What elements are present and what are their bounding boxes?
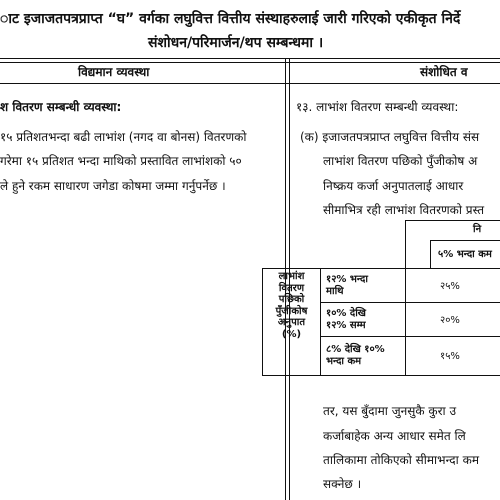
inner-table-sub-divider	[430, 240, 431, 268]
table-row-3-value: १५%	[440, 351, 460, 362]
table-row-2-condition	[326, 308, 366, 331]
header-amended-provision: संशोधित व	[420, 65, 468, 79]
inner-table-subheader-border	[430, 240, 500, 241]
table-top-border	[0, 58, 500, 59]
right-footer-line2: कर्जाबाहेक अन्य आधार समेत लि	[323, 429, 466, 443]
inner-table-col1-divider	[320, 268, 321, 375]
right-footer-line1: तर, यस बुँदामा जुनसुकै कुरा उ	[323, 404, 457, 418]
header-existing-provision: विद्यमान व्यवस्था	[78, 65, 150, 79]
row-label-line: पछिको	[278, 294, 305, 305]
condition-line: भन्दा कम	[326, 355, 362, 367]
table-row-1-value: २५%	[440, 281, 460, 292]
right-item-a-line3: निष्क्रय कर्जा अनुपातलाई आधार	[323, 179, 464, 193]
row-label-line: अनुपात	[277, 317, 306, 328]
inner-table-col2-divider	[405, 268, 406, 375]
inner-table-bottom-border	[262, 375, 500, 376]
left-line-1: १५ प्रतिशतभन्दा बढी लाभांश (नगद वा बोनस) वितरणको	[0, 130, 247, 144]
row-label-line: लाभांश	[278, 271, 305, 282]
inner-table-header-bottom	[262, 268, 500, 269]
inner-table-left-border	[262, 268, 263, 375]
inner-table-row2-bottom	[320, 336, 500, 337]
row-label-line: वितरण	[278, 282, 305, 294]
inner-table-subheader: ५% भन्दा कम	[438, 249, 492, 260]
left-line-2: गरेमा १५ प्रतिशत भन्दा माथिको प्रस्तावित लाभांशको ५०	[0, 154, 242, 168]
condition-line: ८% देखि १०%	[326, 344, 385, 355]
document-title-line1: ाट इजाजतपत्रप्राप्त “घ” वर्गका लघुवित्त वित्तीय संस्थाहरुलाई जारी गरिएको एकीकृत निर्दे	[0, 11, 461, 27]
document-title-line2: संशोधन/परिमार्जन/थप सम्बन्धमा ।	[148, 35, 324, 51]
table-header-bottom-border	[0, 83, 500, 84]
right-heading: १३. लाभांश वितरण सम्बन्धी व्यवस्था:	[296, 100, 459, 114]
left-line-3: ले हुने रकम साधारण जगेडा कोषमा जम्मा गर्नुपर्नेछ ।	[0, 179, 226, 193]
right-footer-line3: तालिकामा तोकिएको सीमाभन्दा कम	[323, 453, 479, 467]
row-label-line: पुँजीकोष	[275, 305, 308, 317]
row-label-line: (%)	[281, 328, 302, 340]
inner-table-row1-bottom	[320, 302, 500, 303]
table-row-1-condition	[326, 274, 368, 297]
condition-line: १२% भन्दा	[326, 274, 368, 285]
condition-line: माथि	[326, 285, 344, 297]
right-item-a-line1: (क) इजाजतपत्रप्राप्त लघुवित्त वित्तीय संस	[300, 130, 480, 144]
right-footer-line4: सक्नेछ ।	[323, 477, 362, 491]
row-label-capital-ratio	[264, 271, 319, 340]
table-row-3-condition	[326, 344, 385, 367]
condition-line: १०% देखि	[326, 308, 366, 319]
table-row-2-value: २०%	[440, 315, 460, 326]
inner-table-top-header: नि	[473, 224, 482, 235]
condition-line: १२% सम्म	[326, 319, 366, 331]
right-item-a-line4: सीमाभित्र रही लाभांश वितरणको प्रस्त	[323, 203, 485, 217]
inner-table-top-border	[405, 220, 500, 221]
left-heading: श वितरण सम्बन्धी व्यवस्था:	[0, 100, 122, 114]
table-top-border-inner	[0, 62, 500, 63]
inner-table-header-left	[405, 220, 406, 268]
right-item-a-line2: लाभांश वितरण पछिको पुँजीकोष अ	[323, 154, 478, 168]
